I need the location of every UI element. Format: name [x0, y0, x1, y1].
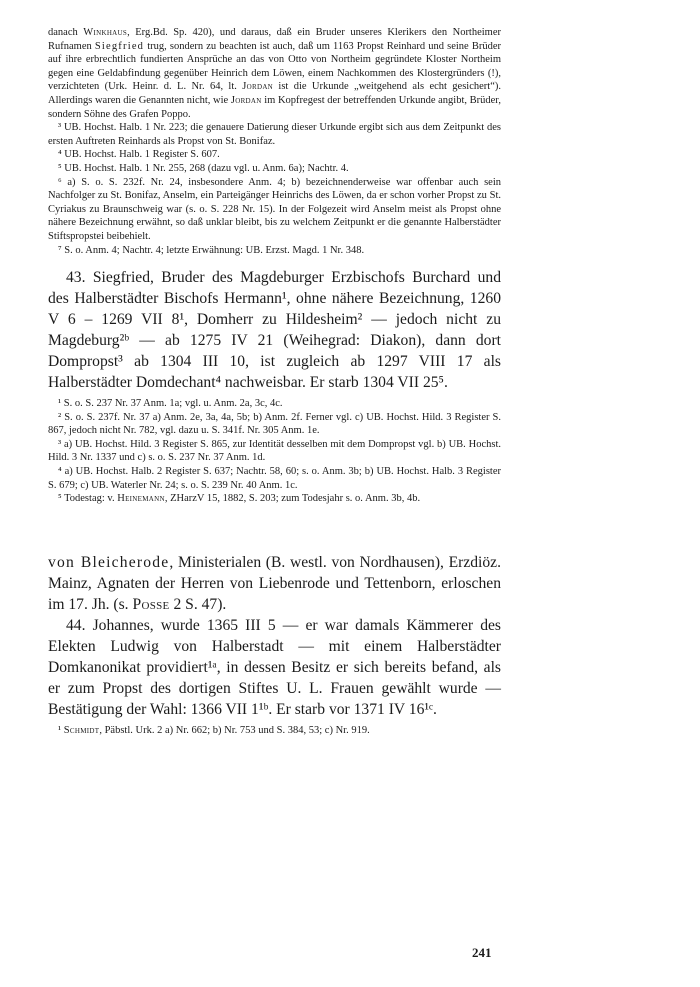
entry-43-footnote-1: ¹ S. o. S. 237 Nr. 37 Anm. 1a; vgl. u. Anm. 2a, 3c, 4c.	[58, 398, 283, 410]
footnote-6: ⁶ a) S. o. S. 232f. Nr. 24, insbesondere Anm. 4; b) bezeichnenderweise war offenbar auch sein Nachfolger zu St. Bonifaz, Anselm, ein Parteigänger Heinrichs des Löwen, da er schon vorher Propst zu St. Cyriakus zu Braunschweig war (s. o. S. 228 Nr. 15). In der Folgezeit wird Anselm meist als Propst ohne nähere Bezeichnung erwähnt, so daß unklar bleibt, bis zu welchem Zeitpunkt er die genannte Halberstädter Stiftspropstei beibehielt.	[48, 176, 501, 242]
entry-43-footnote-3: ³ a) UB. Hochst. Hild. 3 Register S. 865, zur Identität desselben mit dem Dompropst vgl. b) UB. Hochst. Hild. 3 Nr. 1337 und c) s. o. S. 237 Nr. 37 Anm. 1d.	[48, 438, 501, 464]
entry-44-footnote-1: ¹ Schmidt, Päbstl. Urk. 2 a) Nr. 662; b) Nr. 753 und S. 384, 53; c) Nr. 919.	[58, 724, 370, 736]
entry-43-footnote-5: ⁵ Todestag: v. Heinemann, ZHarzV 15, 1882, S. 203; zum Todesjahr s. o. Anm. 3b, 4b.	[58, 493, 421, 505]
entry-44: 44. Johannes, wurde 1365 III 5 — er war damals Kämmerer des Elekten Ludwig von Halberstadt — mit einem Halberstädter Domkanonikat providiert¹ᵃ, in dessen Besitz er sich bereits befand, als er zum Propst des dortigen Stiftes U. L. Frauen gewählt wurde — Bestätigung der Wahl: 1366 VII 1¹ᵇ. Er starb vor 1371 IV 16¹ᶜ.	[48, 616, 501, 718]
footnote-5: ⁵ UB. Hochst. Halb. 1 Nr. 255, 268 (dazu vgl. u. Anm. 6a); Nachtr. 4.	[58, 162, 349, 174]
entry-43-footnote-2: ² S. o. S. 237f. Nr. 37 a) Anm. 2e, 3a, 4a, 5b; b) Anm. 2f. Ferner vgl. c) UB. Hochst. Hild. 3 Register S. 867, jedoch nicht Nr. 782, vgl. dazu u. S. 341f. Nr. 305 Anm. 1e.	[48, 411, 501, 437]
continued-footnote: danach Winkhaus, Erg.Bd. Sp. 420), und daraus, daß ein Bruder unseres Klerikers den Northeimer Rufnamen Siegfried trug, sondern zu beachten ist auch, daß um 1163 Propst Reinhard und seine Brüder auf ihre erbrechtlich fundierten Ansprüche an das von Otto von Northeim gegründete Kloster Northeim gegen eine Geldabfindung gegenüber Heinrich dem Löwen, einem Nachkommen des Klostergründers (!), verzichteten (Urk. Heinr. d. L. Nr. 64, lt. Jordan ist die Urkunde „weitgehend als echt gesichert“). Allerdings waren die Genannten nicht, wie Jordan im Kopfregest der betreffenden Urkunde angibt, Brüder, sondern Söhne des Grafen Poppo.	[48, 27, 502, 120]
entry-43: 43. Siegfried, Bruder des Magdeburger Erzbischofs Burchard und des Halberstädter Bischofs Hermann¹, ohne nähere Bezeichnung, 1260 V 6 – 1269 VII 8¹, Domherr zu Hildesheim² — jedoch nicht zu Magdeburg²ᵇ — ab 1275 IV 21 (Weihegrad: Diakon), dann dort Dompropst³ ab 1304 III 10, ist zugleich ab 1297 VIII 17 als Halberstädter Domdechant⁴ nachweisbar. Er starb 1304 VII 25⁵.	[48, 269, 501, 392]
footnote-3: ³ UB. Hochst. Halb. 1 Nr. 223; die genauere Datierung dieser Urkunde ergibt sich aus dem Zeitpunkt des ersten Auftreten Reinhards als Propst von St. Bonifaz.	[48, 122, 501, 147]
family-heading: von Bleicherode, Ministerialen (B. westl. von Nordhausen), Erzdiöz. Mainz, Agnaten der Herren von Liebenrode und Tettenborn, erloschen im 17. Jh. (s. Posse 2 S. 47).	[48, 553, 501, 613]
page-body	[48, 26, 501, 737]
footnote-4: ⁴ UB. Hochst. Halb. 1 Register S. 607.	[58, 149, 220, 161]
page-number: 241	[472, 945, 492, 960]
footnote-7: ⁷ S. o. Anm. 4; Nachtr. 4; letzte Erwähnung: UB. Erzst. Magd. 1 Nr. 348.	[58, 244, 365, 256]
entry-43-footnote-4: ⁴ a) UB. Hochst. Halb. 2 Register S. 637; Nachtr. 58, 60; s. o. Anm. 3b; b) UB. Hochst. Halb. 3 Register S. 679; c) UB. Waterler Nr. 24; s. o. S. 239 Nr. 40 Anm. 1c.	[48, 466, 501, 491]
